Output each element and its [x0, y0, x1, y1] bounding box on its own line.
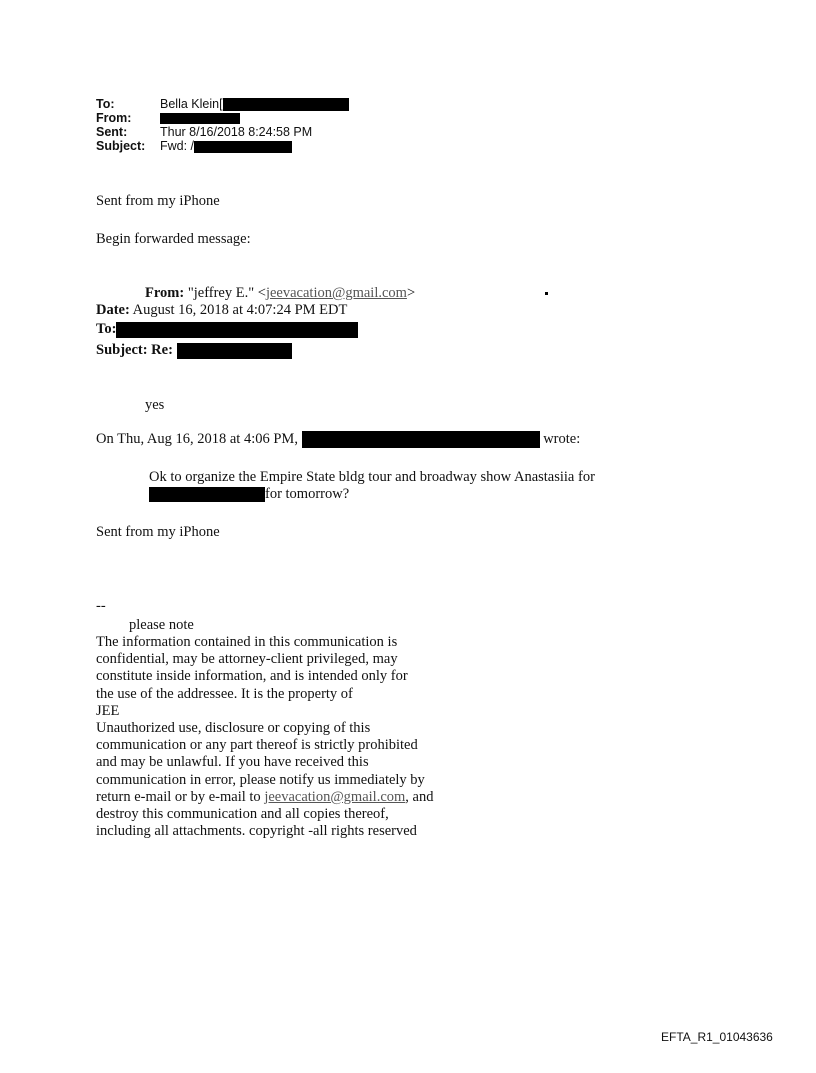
header-subject-row [96, 139, 349, 153]
header-sent-label: Sent: [96, 125, 128, 140]
forwarded-date-row [96, 302, 347, 319]
redaction-bar [149, 487, 265, 502]
disclaimer-line: constitute inside information, and is intended only for [96, 668, 408, 685]
redaction-bar [194, 141, 292, 153]
forwarded-from-close: > [406, 285, 416, 301]
forwarded-date-label: Date: [96, 302, 130, 318]
forwarded-date-value: August 16, 2018 at 4:07:24 PM EDT [132, 302, 348, 318]
redaction-bar [116, 322, 358, 338]
header-sent-row [96, 125, 349, 139]
header-sent-value: Thur 8/16/2018 8:24:58 PM [160, 125, 313, 140]
disclaimer-line: The information contained in this communication is [96, 634, 398, 650]
forwarded-to-label: To: [96, 321, 117, 337]
quoted-line-2-row [149, 486, 349, 503]
quoted-attribution-suffix: wrote: [543, 431, 581, 447]
quoted-line-2: for tomorrow? [265, 486, 350, 502]
disclaimer-email-link[interactable]: jeevacation@gmail.com [264, 788, 406, 805]
redaction-bar [302, 431, 540, 448]
disclaimer-block [96, 634, 433, 840]
redaction-bar [160, 113, 240, 124]
quoted-attribution-prefix: On Thu, Aug 16, 2018 at 4:06 PM, [96, 431, 298, 447]
disclaimer-return-line [96, 789, 433, 806]
header-subject-value: Fwd: / [160, 139, 195, 154]
forwarded-to-row [96, 321, 358, 338]
disclaimer-line: the use of the addressee. It is the property of [96, 685, 353, 702]
begin-forwarded-message: Begin forwarded message: [96, 231, 251, 247]
forwarded-subject-label: Subject: Re: [96, 342, 173, 358]
disclaimer-line: and may be unlawful. If you have received this [96, 754, 369, 771]
document-id: EFTA_R1_01043636 [661, 1030, 773, 1044]
disclaimer-line: destroy this communication and all copies thereof, [96, 806, 389, 823]
header-to-row [96, 97, 349, 111]
quoted-attribution [96, 431, 580, 448]
email-header [96, 97, 349, 153]
header-to-label: To: [96, 97, 115, 111]
header-to-value: Bella Klein[ [160, 97, 223, 111]
disclaimer-return-prefix: return e-mail or by e-mail to [96, 788, 265, 805]
reply-text: yes [145, 397, 165, 413]
disclaimer-line: including all attachments. copyright -all rights reserved [96, 823, 417, 840]
stray-dot [545, 292, 548, 295]
disclaimer-line: Unauthorized use, disclosure or copying of this [96, 720, 371, 737]
forwarded-from-row [145, 285, 415, 302]
disclaimer-line: JEE [96, 702, 120, 719]
forwarded-from-label: From: [145, 285, 185, 301]
forwarded-from-name: "jeffrey E." < [187, 285, 266, 301]
sent-from-iphone-1: Sent from my iPhone [96, 193, 220, 209]
disclaimer-return-suffix: , and [405, 788, 434, 805]
redaction-bar [177, 343, 292, 359]
header-subject-label: Subject: [96, 139, 146, 154]
quoted-line-1: Ok to organize the Empire State bldg tour and broadway show Anastasiia for [149, 469, 595, 485]
disclaimer-line: communication or any part thereof is strictly prohibited [96, 737, 418, 754]
signature-please-note: please note [129, 617, 194, 633]
signature-dashes: -- [96, 598, 106, 614]
redaction-bar [223, 98, 349, 111]
header-from-row [96, 111, 349, 125]
header-from-label: From: [96, 111, 132, 126]
sent-from-iphone-2: Sent from my iPhone [96, 524, 220, 540]
disclaimer-line: communication in error, please notify us immediately by [96, 771, 425, 788]
forwarded-subject-row [96, 342, 292, 359]
disclaimer-line: confidential, may be attorney-client privileged, may [96, 651, 398, 668]
forwarded-from-email-link[interactable]: jeevacation@gmail.com [265, 285, 407, 301]
